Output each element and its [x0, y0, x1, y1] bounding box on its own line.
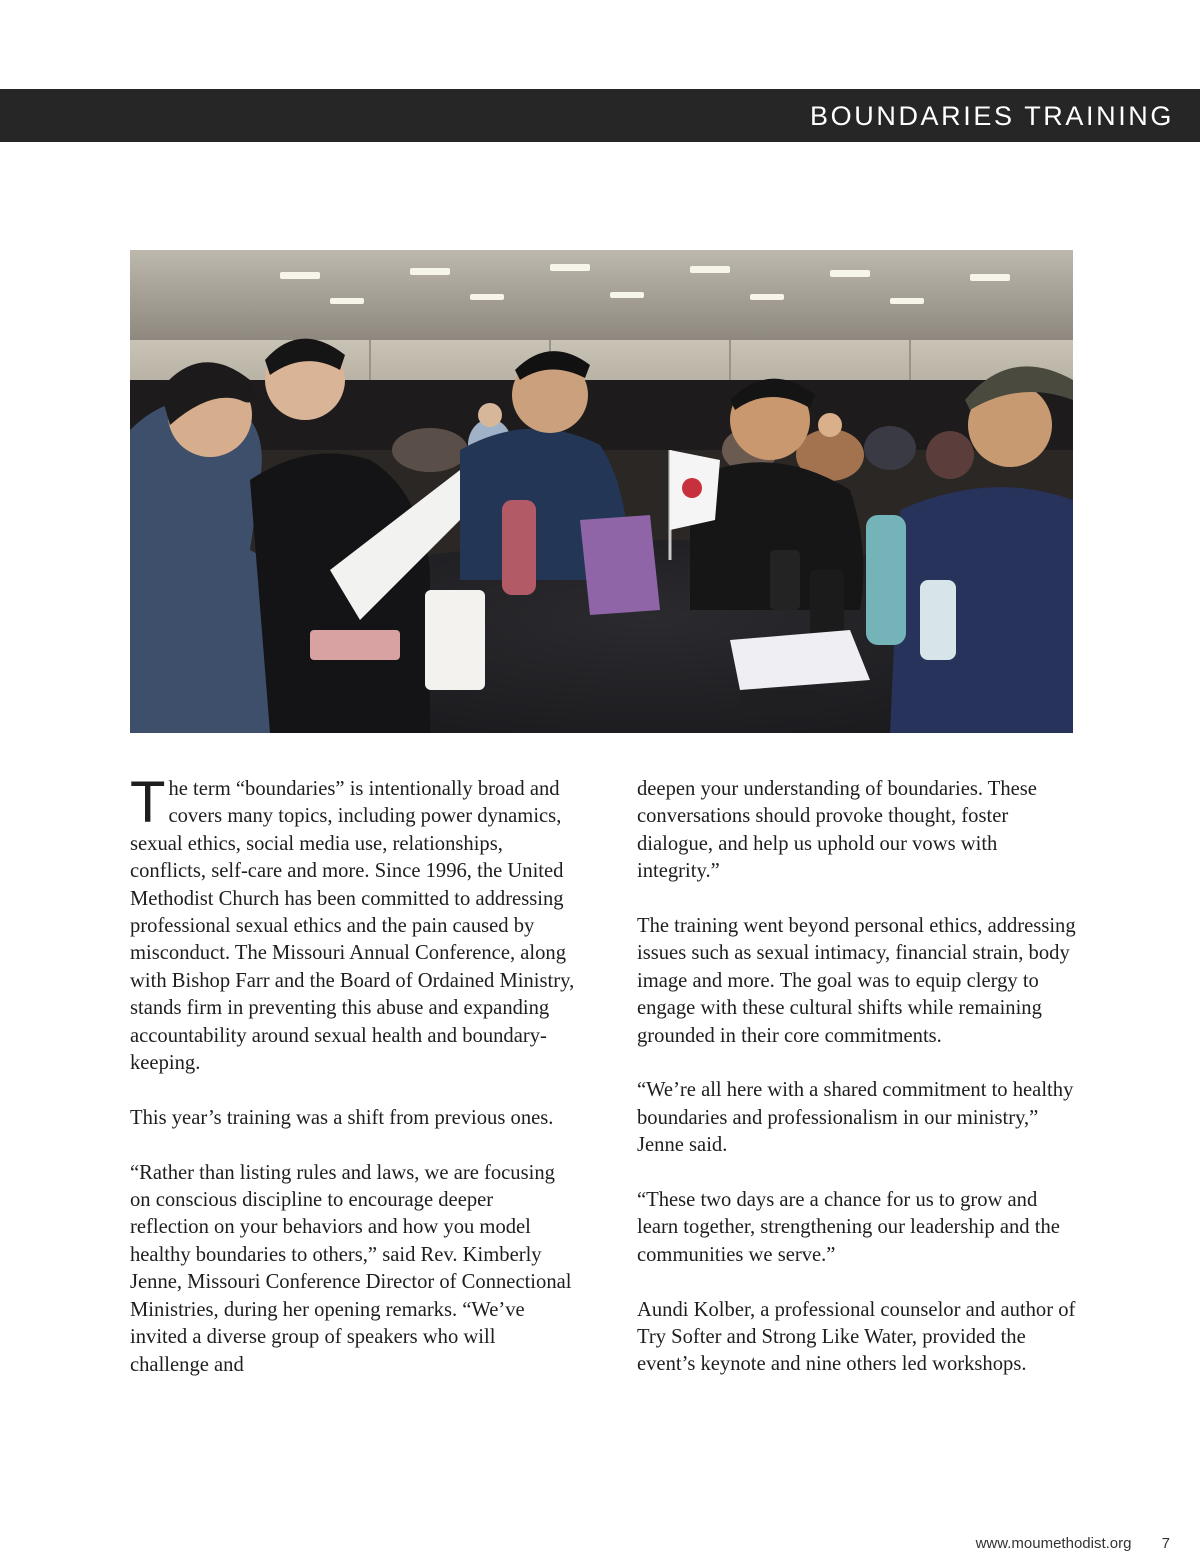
article-paragraph: “We’re all here with a shared commitment to healthy boundaries and professionalism in our ministry,” Jenne said. [637, 1079, 1074, 1157]
section-title: BOUNDARIES TRAINING [810, 101, 1174, 131]
article-column-left [130, 770, 575, 1406]
photo-illustration [130, 250, 1073, 733]
footer-website-link[interactable]: www.moumethodist.org [975, 1535, 1132, 1552]
article-paragraph: Aundi Kolber, a professional counselor and author of Try Softer and Strong Like Water, provided the event’s keynote and nine others led workshops. [637, 1298, 1076, 1376]
page-footer [976, 1535, 1170, 1552]
article-paragraph: “Rather than listing rules and laws, we are focusing on conscious discipline to encourage deeper reflection on your behaviors and how you model healthy boundaries to others,” said Rev. Kimberly Jenne, Missouri Conference Director of Connectional Ministries, during her opening remarks. “We’ve invited a diverse group of speakers who will challenge and [130, 1161, 572, 1376]
article-paragraph: deepen your understanding of boundaries. These conversations should provoke thought, foster dialogue, and help us uphold our vows with integrity.” [637, 778, 1037, 883]
section-header-bar [0, 89, 1200, 142]
article-paragraph: “These two days are a chance for us to grow and learn together, strengthening our leadership and the communities we serve.” [637, 1189, 1060, 1266]
page-number: 7 [1161, 1535, 1170, 1552]
article-column-right [637, 776, 1082, 1406]
article-paragraph: The training went beyond personal ethics, addressing issues such as sexual intimacy, financial strain, body image and more. The goal was to equip clergy to engage with these cultural shifts while remaining grounded in their core commitments. [637, 915, 1076, 1047]
training-photo [130, 250, 1073, 733]
article-paragraph: This year’s training was a shift from previous ones. [130, 1106, 554, 1129]
article-paragraph: The term “boundaries” is intentionally broad and covers many topics, including power dynamics, sexual ethics, social media use, relationships, conflicts, self-care and more. Since 1996, the United Methodist Church has been committed to addressing professional sexual ethics and the pain caused by misconduct. The Missouri Annual Conference, along with Bishop Farr and the Board of Ordained Ministry, stands firm in preventing this abuse and expanding accountability around sexual health and boundary-keeping. [130, 770, 575, 1075]
